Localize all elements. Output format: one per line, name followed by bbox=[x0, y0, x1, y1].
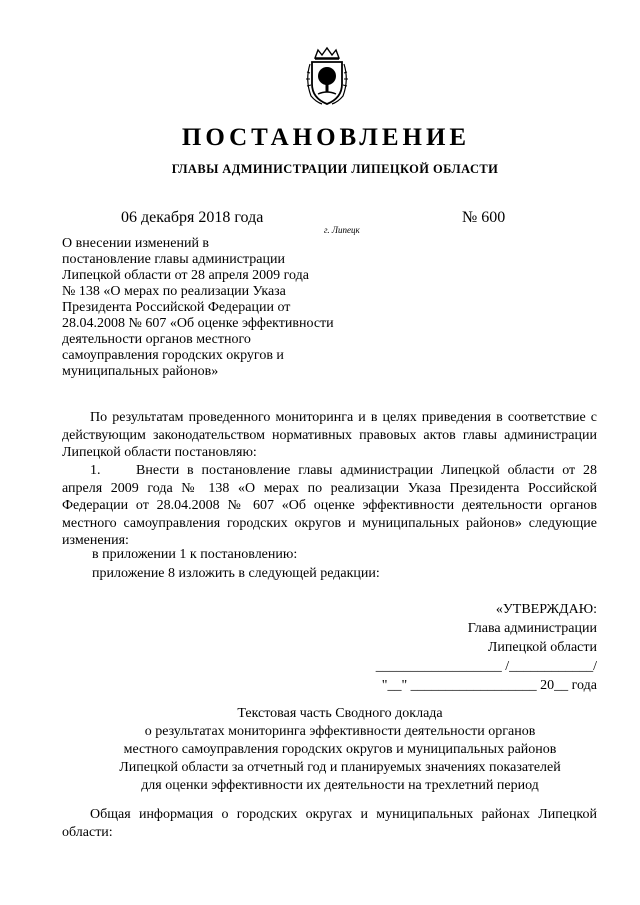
preamble-paragraph bbox=[62, 409, 597, 462]
subject-line: самоуправления городских округов и bbox=[62, 348, 284, 363]
general-info-paragraph bbox=[62, 806, 597, 841]
report-title-line: о результатах мониторинга эффективности деятельности органов bbox=[144, 724, 536, 739]
coat-of-arms-icon bbox=[302, 46, 352, 108]
subject-line: муниципальных районов» bbox=[62, 364, 219, 379]
approval-heading: «УТВЕРЖДАЮ: bbox=[495, 602, 597, 617]
subject-line: постановление главы администрации bbox=[62, 252, 285, 267]
approval-position-2: Липецкой области bbox=[487, 640, 597, 655]
report-title-line: для оценки эффективности их деятельности на трехлетний период bbox=[141, 778, 539, 793]
item-1-text: Внести в постановление главы администрации Липецкой области от 28 апреля 2009 года № 138 «О мерах по реализации Указа Президента Российской Федерации от 28.04.2008 № 607 «Об оценке эффективности деятельности органов местного самоуправления городских округов и муниципальных районов» следующие изменения: bbox=[62, 463, 597, 548]
subject-line: 28.04.2008 № 607 «Об оценке эффективности bbox=[62, 316, 334, 331]
document-city: г. Липецк bbox=[324, 225, 360, 235]
item-1-number: 1. bbox=[90, 463, 101, 478]
appendix-change-line: приложение 8 изложить в следующей редакции: bbox=[92, 566, 380, 581]
approval-date-line: "__" __________________ 20__ года bbox=[381, 678, 597, 693]
document-number: № 600 bbox=[462, 209, 506, 226]
document-subtitle: ГЛАВЫ АДМИНИСТРАЦИИ ЛИПЕЦКОЙ ОБЛАСТИ bbox=[171, 162, 499, 176]
general-info-text: Общая информация о городских округах и муниципальных районах Липецкой области: bbox=[62, 807, 597, 840]
report-title-line: местного самоуправления городских округов и муниципальных районов bbox=[123, 742, 557, 757]
subject-line: деятельности органов местного bbox=[62, 332, 251, 347]
report-title-block bbox=[60, 705, 620, 795]
report-title-line: Текстовая часть Сводного доклада bbox=[237, 706, 443, 721]
approval-position-1: Глава администрации bbox=[467, 621, 597, 636]
subject-line: Президента Российской Федерации от bbox=[62, 300, 291, 315]
appendix-line: в приложении 1 к постановлению: bbox=[92, 547, 298, 562]
subject-line: Липецкой области от 28 апреля 2009 года bbox=[62, 268, 309, 283]
document-title: ПОСТАНОВЛЕНИЕ bbox=[181, 124, 471, 151]
subject-block bbox=[62, 236, 352, 380]
item-1-paragraph bbox=[62, 462, 597, 550]
approval-signature-line: __________________ /____________/ bbox=[375, 659, 597, 674]
document-date: 06 декабря 2018 года bbox=[121, 209, 264, 226]
preamble-text: По результатам проведенного мониторинга и в целях приведения в соответствие с действующим законодательством нормативных правовых актов главы администрации Липецкой области постановляю: bbox=[62, 410, 597, 460]
subject-line: О внесении изменений в bbox=[62, 236, 210, 251]
subject-line: № 138 «О мерах по реализации Указа bbox=[62, 284, 286, 299]
approval-block bbox=[297, 600, 597, 695]
report-title-line: Липецкой области за отчетный год и планируемых значениях показателей bbox=[119, 760, 561, 775]
